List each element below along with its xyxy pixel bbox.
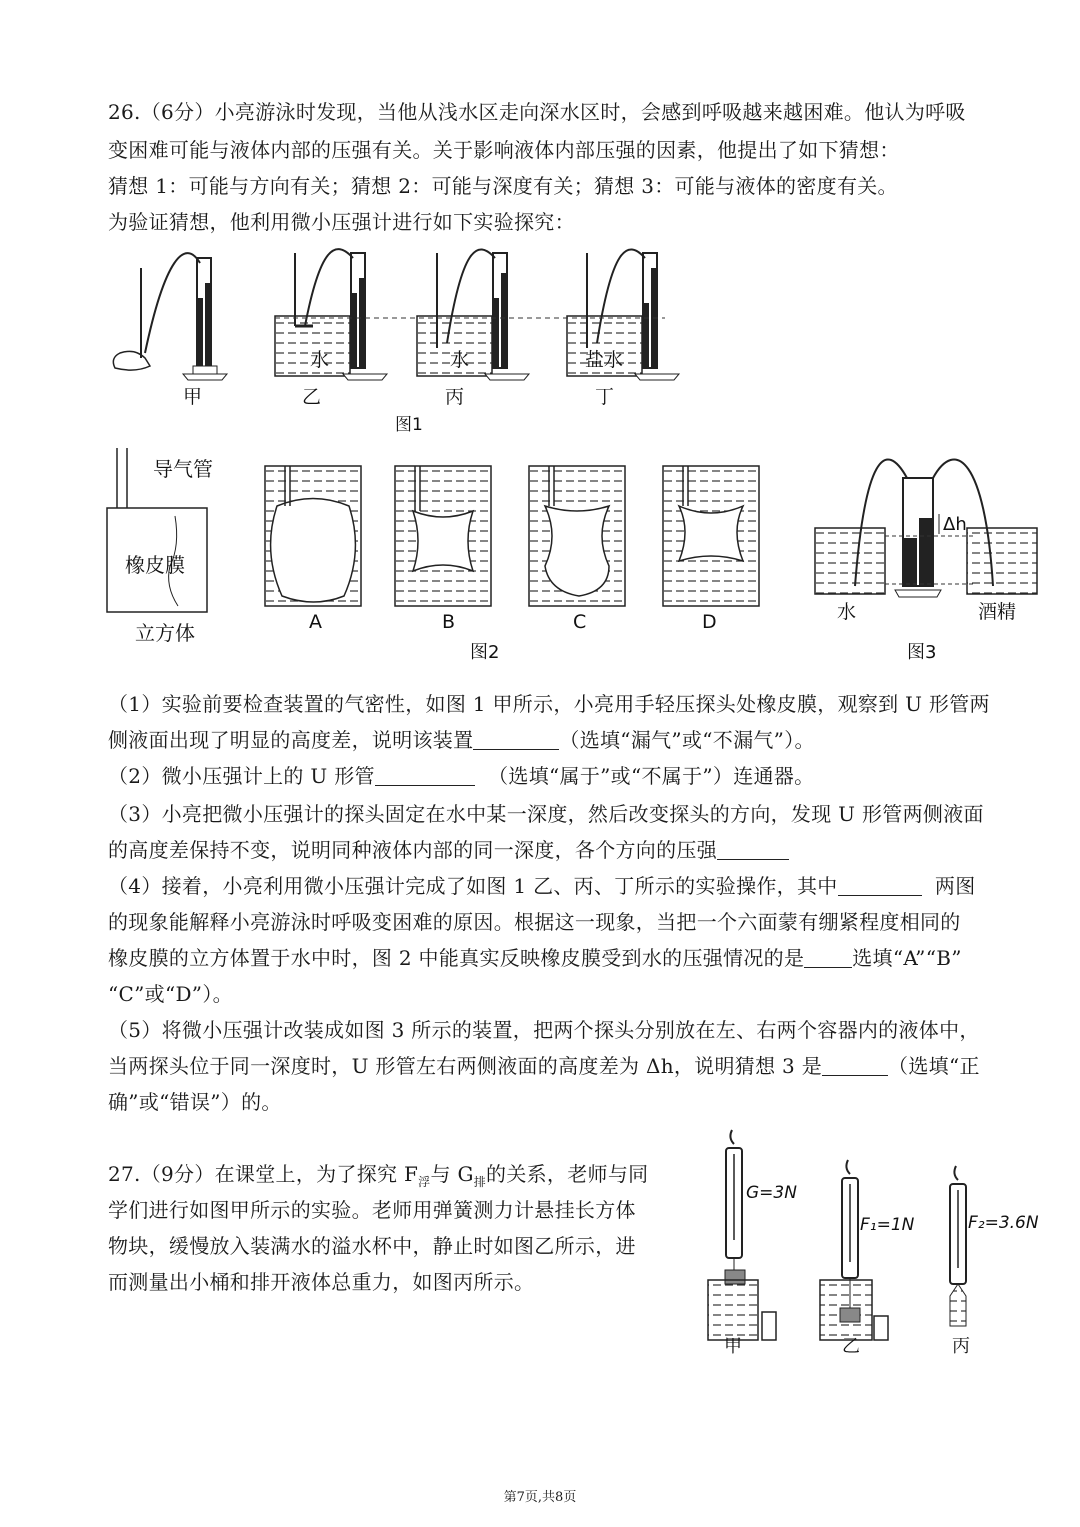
q27-label-bing: 丙 bbox=[952, 1336, 970, 1357]
figure-3 bbox=[815, 438, 1045, 668]
q26-s4-tail3: 选填“A”“B” bbox=[852, 946, 962, 970]
q27-line4: 而测量出小桶和排开液体总重力，如图丙所示。 bbox=[108, 1270, 535, 1294]
figure-2 bbox=[105, 448, 745, 668]
answer-blank-4[interactable] bbox=[838, 875, 922, 896]
q27-line2: 学们进行如图甲所示的实验。老师用弹簧测力计悬挂长方体 bbox=[108, 1198, 636, 1222]
q26-s1-line1: （1）实验前要检查装置的气密性，如图 1 甲所示，小亮用手轻压探头处橡皮膜，观察到 U 形管两 bbox=[108, 692, 990, 716]
fig2-option-a bbox=[265, 466, 361, 606]
q27-text-a: 27.（9分）在课堂上，为了探究 F bbox=[108, 1162, 419, 1186]
page-footer: 第7页,共8页 bbox=[503, 1490, 577, 1505]
q26-s4-line4: “C”或“D”）。 bbox=[108, 982, 233, 1006]
fig2-caption: 图2 bbox=[470, 642, 500, 663]
fig2-label-d: D bbox=[702, 611, 717, 633]
q26-s4-tail: 两图 bbox=[934, 874, 976, 898]
q26-s4-line1 bbox=[108, 868, 1048, 904]
q27-setup-yi bbox=[820, 1160, 888, 1340]
q27-setup-jia bbox=[708, 1130, 776, 1340]
q27-g-label: G=3N bbox=[746, 1183, 797, 1203]
q26-s2-line bbox=[108, 758, 1048, 794]
q27-f1-label: F₁=1N bbox=[860, 1215, 915, 1235]
q26-s4-line3 bbox=[108, 940, 1048, 976]
fig2-label-c: C bbox=[573, 611, 587, 633]
fig3-caption: 图3 bbox=[907, 642, 937, 663]
q26-s5-tail: （选填“正 bbox=[888, 1054, 980, 1078]
answer-blank-3[interactable] bbox=[717, 839, 789, 860]
answer-blank-5[interactable] bbox=[804, 947, 852, 968]
q26-s4-line2: 的现象能解释小亮游泳时呼吸变困难的原因。根据这一现象，当把一个六面蒙有绷紧程度相同的 bbox=[108, 910, 961, 934]
fig2-label-a: A bbox=[309, 611, 322, 633]
q27-text-b: 与 G bbox=[430, 1162, 474, 1186]
q26-s3-text: 的高度差保持不变，说明同种液体内部的同一深度，各个方向的压强 bbox=[108, 838, 717, 862]
q26-s2-tail: （选填“属于”或“不属于”）连通器。 bbox=[488, 764, 815, 788]
q26-intro-line3: 为验证猜想，他利用微小压强计进行如下实验探究： bbox=[108, 210, 575, 234]
q27-text-c: 的关系，老师与同 bbox=[486, 1162, 649, 1186]
answer-blank-1[interactable] bbox=[473, 729, 559, 750]
fig2-option-c bbox=[529, 466, 625, 606]
q26-s5-text: 当两探头位于同一深度时，U 形管左右两侧液面的高度差为 Δh，说明猜想 3 是 bbox=[108, 1054, 823, 1078]
q26-s5-line2 bbox=[108, 1048, 1048, 1084]
q27-setup-bing bbox=[950, 1166, 966, 1326]
q27-label-jia: 甲 bbox=[724, 1336, 742, 1357]
q26-s5-line1: （5）将微小压强计改装成如图 3 所示的装置，把两个探头分别放在左、右两个容器内的液体中， bbox=[108, 1018, 980, 1042]
q26-guesses: 猜想 1：可能与方向有关；猜想 2：可能与深度有关；猜想 3：可能与液体的密度有关。 bbox=[108, 174, 898, 198]
q27-sub-float: 浮 bbox=[418, 1175, 431, 1189]
fig2-label-b: B bbox=[442, 611, 456, 633]
q26-s4-text: （4）接着，小亮利用微小压强计完成了如图 1 乙、丙、丁所示的实验操作，其中 bbox=[108, 874, 838, 898]
answer-blank-6[interactable] bbox=[822, 1055, 888, 1076]
q26-s3-line1: （3）小亮把微小压强计的探头固定在水中某一深度，然后改变探头的方向，发现 U 形管两侧液面 bbox=[108, 802, 984, 826]
q26-intro-line2: 变困难可能与液体内部的压强有关。关于影响液体内部压强的因素，他提出了如下猜想： bbox=[108, 138, 900, 162]
q27-line3: 物块，缓慢放入装满水的溢水杯中，静止时如图乙所示，进 bbox=[108, 1234, 636, 1258]
q26-s3-line2 bbox=[108, 832, 1048, 868]
fig1-caption: 图1 bbox=[395, 415, 423, 435]
fig1-label-ding: 丁 bbox=[595, 386, 615, 408]
answer-blank-2[interactable] bbox=[375, 765, 475, 786]
fig1-label-jia: 甲 bbox=[183, 386, 203, 408]
fig2-option-d bbox=[663, 466, 759, 606]
q26-s5-line3: 确”或“错误”）的。 bbox=[108, 1090, 282, 1114]
fig2-membrane-label: 橡皮膜 bbox=[125, 553, 185, 577]
figure-1 bbox=[105, 238, 665, 438]
fig3-right-liquid: 酒精 bbox=[978, 601, 1017, 623]
fig1-setup-jia bbox=[113, 253, 227, 380]
fig1-liquid-yi: 水 bbox=[310, 349, 330, 371]
q26-s1-tail: （选填“漏气”或“不漏气”）。 bbox=[559, 728, 815, 752]
fig3-left-liquid: 水 bbox=[837, 601, 857, 623]
fig1-setup-bing bbox=[417, 249, 529, 380]
fig1-setup-yi bbox=[275, 249, 387, 380]
fig3-delta-h: Δh bbox=[943, 514, 967, 535]
q26-s4-text3: 橡皮膜的立方体置于水中时，图 2 中能真实反映橡皮膜受到水的压强情况的是 bbox=[108, 946, 805, 970]
fig2-option-b bbox=[395, 466, 491, 606]
fig1-liquid-ding: 盐水 bbox=[585, 349, 624, 371]
fig2-pipe-label: 导气管 bbox=[153, 457, 213, 481]
q26-s1-line2 bbox=[108, 722, 1048, 758]
q27-f2-label: F₂=3.6N bbox=[968, 1213, 1039, 1233]
q26-s1-text: 侧液面出现了明显的高度差，说明该装置 bbox=[108, 728, 474, 752]
fig1-liquid-bing: 水 bbox=[450, 349, 470, 371]
q27-sub-disp: 排 bbox=[473, 1175, 487, 1189]
figure-q27 bbox=[700, 1120, 1040, 1360]
fig1-label-bing: 丙 bbox=[445, 386, 465, 408]
q27-label-yi: 乙 bbox=[842, 1336, 860, 1357]
fig2-cube-diagram bbox=[107, 448, 213, 645]
q26-s2-text: （2）微小压强计上的 U 形管 bbox=[108, 764, 375, 788]
q26-intro-line1: 26.（6分）小亮游泳时发现，当他从浅水区走向深水区时，会感到呼吸越来越困难。他认为呼吸 bbox=[108, 100, 966, 124]
fig2-cube-label: 立方体 bbox=[135, 621, 195, 645]
fig1-label-yi: 乙 bbox=[302, 386, 322, 408]
